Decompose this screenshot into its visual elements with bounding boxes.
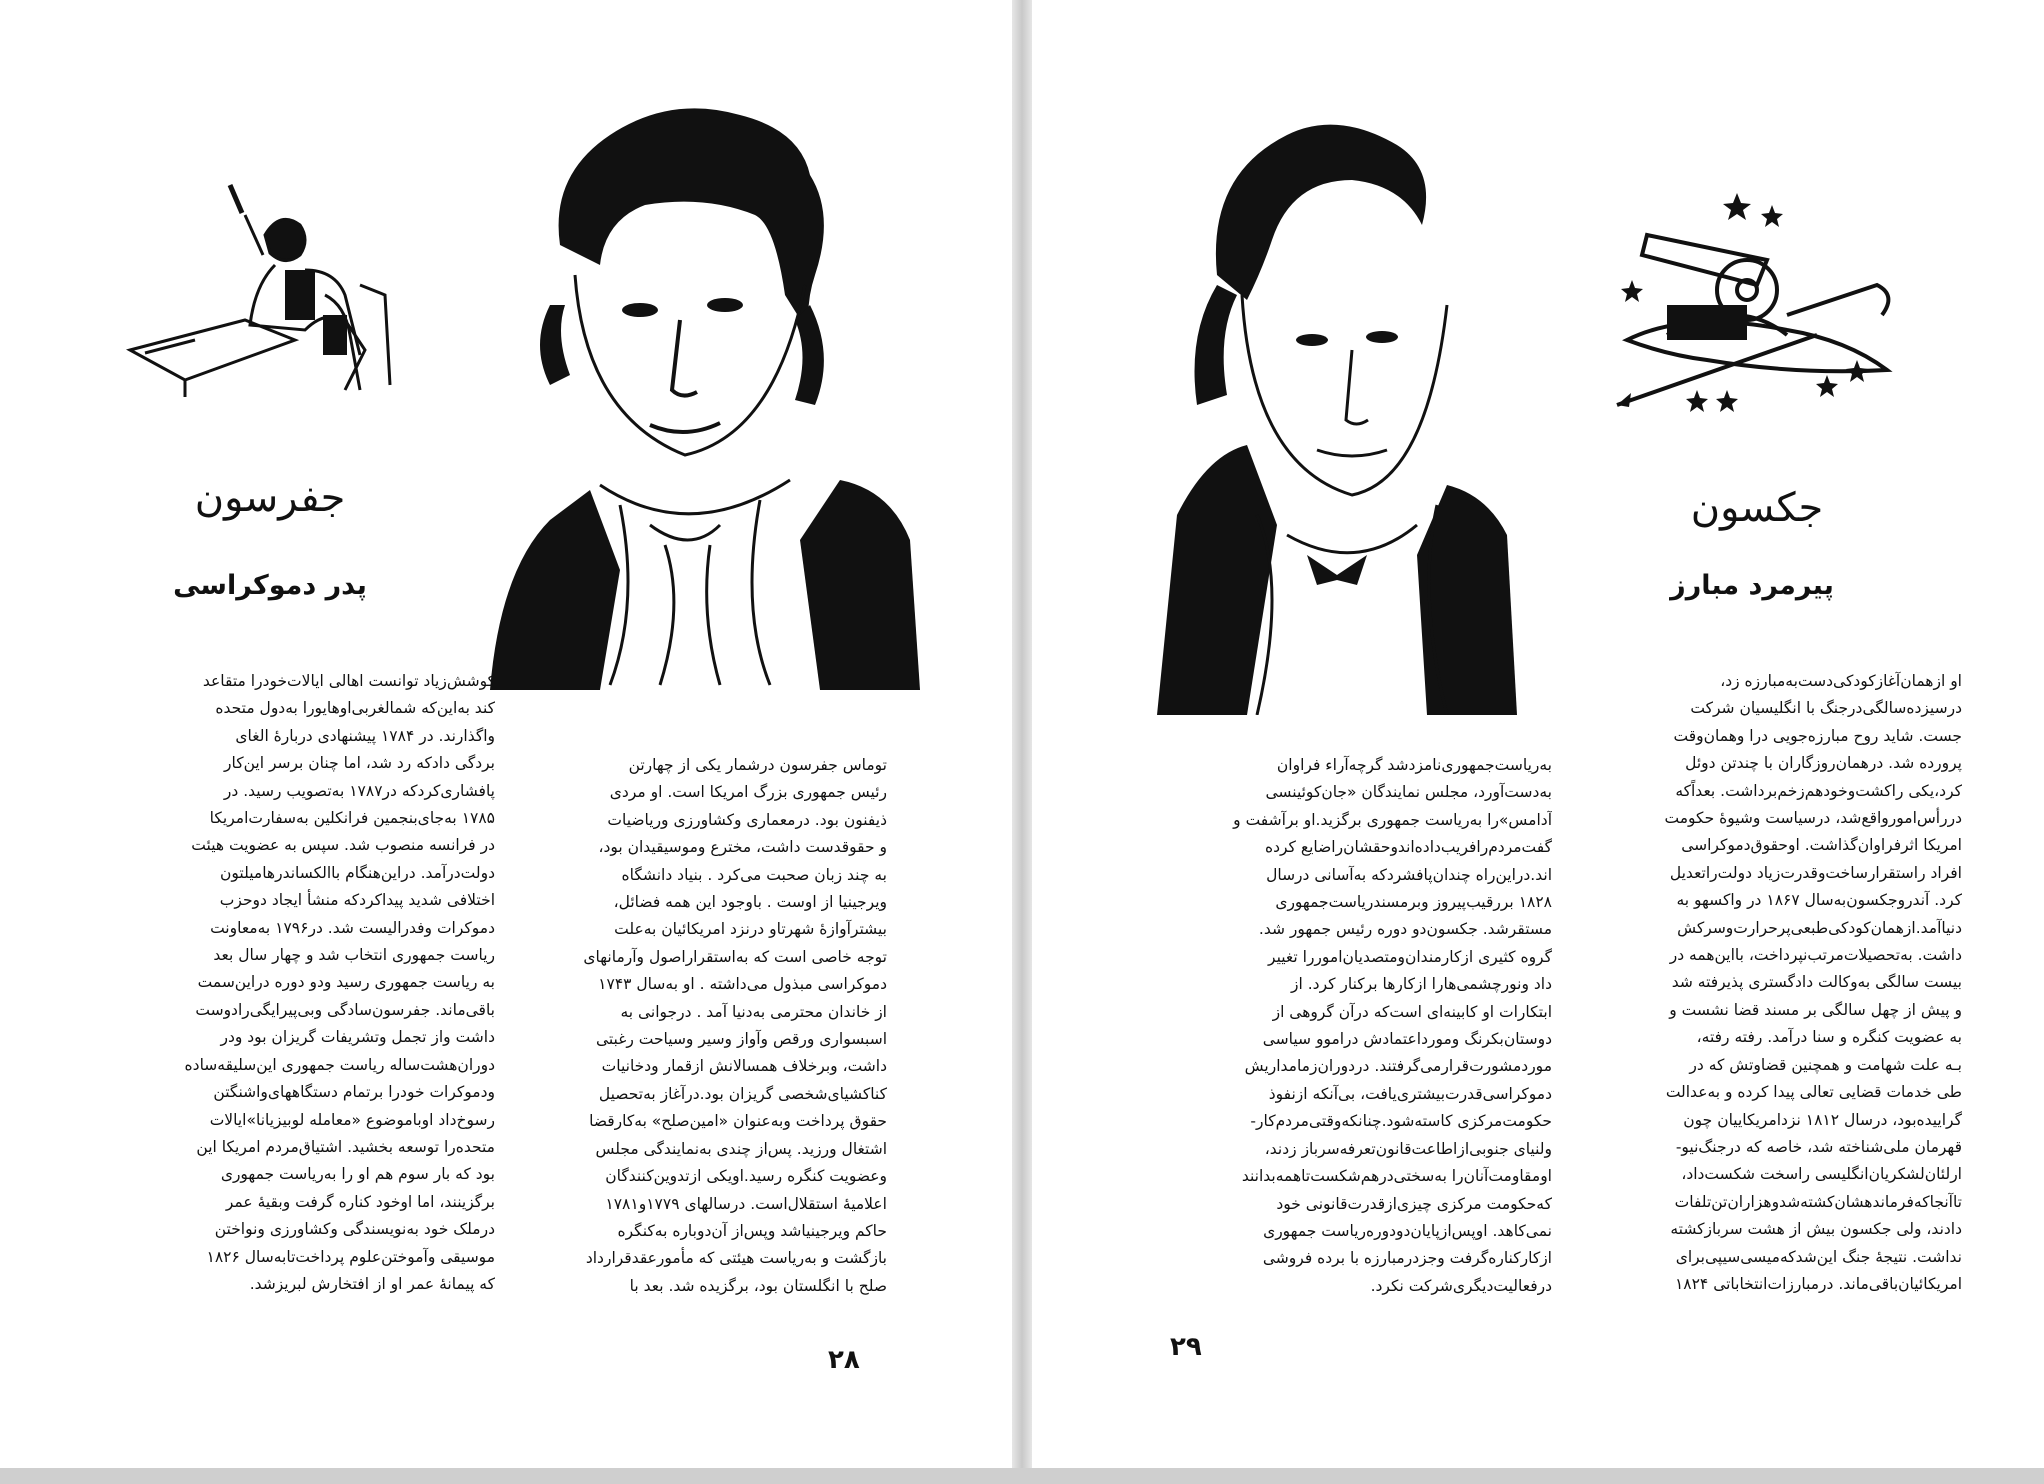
text-line: ریاست جمهوری انتخاب شد و چهار سال بعد <box>213 946 495 965</box>
text-line: دموکراسی‌قدرت‌بیشتری‌یافت، بی‌آنکه ازنفوذ <box>1268 1084 1552 1103</box>
text-line: درملک خود به‌نویسندگی وکشاورزی ونواختن <box>214 1220 495 1239</box>
text-line: به ریاست جمهوری رسید ودو دوره دراین‌سمت <box>197 973 495 992</box>
text-line: داشت. به‌تحصیلات‌مرتب‌نپرداخت، بااین‌همه در <box>1669 946 1962 965</box>
text-line: اختلافی شدید پیداکردکه منشأ ایجاد دوحزب <box>219 891 495 910</box>
text-line: واگذارند. در ۱۷۸۴ پیشنهادی دربارهٔ الغای <box>235 726 495 745</box>
text-line: بود که بار سوم هم او را به‌ریاست جمهوری <box>220 1165 495 1184</box>
text-line: به چند زبان صحبت می‌کرد . بنیاد دانشگاه <box>621 865 887 884</box>
page-number: ۲۹ <box>1170 1332 1202 1362</box>
text-line: مستقرشد. جکسون‌دو دوره رئیس جمهور شد. <box>1258 920 1552 939</box>
text-line: ازکارکناره‌گرفت وجزدرمبارزه با برده فروشی <box>1262 1249 1552 1268</box>
text-line: صلح با انگلستان بود، برگزیده شد. بعد با <box>629 1276 887 1295</box>
text-line: داشت، وبرخلاف همسالانش ازقمار ودخانیات <box>601 1057 887 1076</box>
text-line: موسیقی وآموختن‌علوم پرداخت‌تابه‌سال ۱۸۲۶ <box>206 1247 495 1266</box>
text-line: بیست سالگی به‌وکالت دادگستری پذیرفته شد <box>1671 973 1962 992</box>
text-line: پرورده شد. درهمان‌روزگاران با چندتن دوئل <box>1685 754 1962 773</box>
book-gutter <box>1012 0 1032 1484</box>
page-subtitle: پیرمرد مبارز <box>1670 570 1834 601</box>
text-line: اعلامیهٔ استقلال‌است. درسالهای ۱۷۷۹و۱۷۸۱ <box>605 1194 887 1213</box>
text-line: رسوخ‌داد اوباموضوع «معامله لوبیزیانا»ایالات <box>209 1110 495 1129</box>
text-line: توماس جفرسون درشمار یکی از چهارتن <box>628 756 887 774</box>
text-line: دوستان‌بکرنگ ومورداعتمادش دراموو سیاسی <box>1262 1030 1552 1049</box>
text-line: متحده‌را توسعه بخشید. اشتیاق‌مردم امریکا این <box>196 1137 495 1156</box>
text-line: افراد راستقرارساخت‌وقدرت‌زیاد دولت‌راتعدیل <box>1669 863 1962 882</box>
text-line: بازگشت و به‌ریاست هیئتی که مأمورعقدقرارداد <box>585 1249 887 1268</box>
text-line: ارلئان‌لشکریان‌انگلیسی راسخت شکست‌داد، <box>1681 1165 1962 1184</box>
writer-at-desk-vignette-icon <box>125 175 395 400</box>
text-line: به‌ریاست‌جمهوری‌نامزدشد گرچه‌آراء فراوان <box>1276 756 1552 774</box>
text-line: داد ونورچشمی‌هارا ازکارها برکنار کرد. از <box>1291 975 1552 994</box>
text-line: نداشت. نتیجهٔ جنگ این‌شدکه‌میسی‌سیپی‌برای <box>1675 1247 1962 1266</box>
cannon-hat-sword-stars-vignette-icon <box>1607 185 1907 425</box>
text-column-right <box>492 752 887 1300</box>
text-line: اومقاومت‌آنان‌را به‌سختی‌درهم‌شکست‌تاهمه‌بدانند <box>1241 1167 1552 1186</box>
page-title: جفرسون <box>194 475 346 521</box>
text-line: داشت واز تجمل وتشریفات گریزان بود ودر <box>220 1028 495 1047</box>
text-line: که‌حکومت مرکزی چیزی‌ازقدرت‌قانونی خود <box>1276 1194 1552 1213</box>
text-line: از خاندان محترمی به‌دنیا آمد . درجوانی به <box>620 1002 887 1021</box>
text-line: به عضویت کنگره و سنا درآمد. رفته رفته، <box>1696 1028 1962 1047</box>
text-line: دموکرات وفدرالیست شد. در۱۷۹۶ به‌معاونت <box>210 918 495 937</box>
text-line: امریکائیان‌باقی‌ماند. درمبارزات‌انتخاباتی ۱۸۲۴ <box>1674 1274 1962 1293</box>
text-line: ابتکارات او کابینه‌ای است‌که درآن گروهی از <box>1272 1002 1552 1021</box>
text-line: دوران‌هشت‌ساله ریاست جمهوری این‌سلیقه‌ساده <box>184 1055 495 1074</box>
text-line: اشتغال ورزید. پس‌از چندی به‌نمایندگی مجلس <box>595 1139 887 1158</box>
text-line: ودموکرات خودرا بر‌تمام دستگاههای‌واشنگتن <box>213 1083 495 1102</box>
text-line: نمی‌کاهد. اوپس‌ازپایان‌دو‌دوره‌ریاست جمهوری <box>1263 1221 1552 1240</box>
text-line: دادند، ولی جکسون بیش از هشت سربازکشته <box>1670 1220 1962 1239</box>
text-line: جست. شاید روح مبارزه‌جویی درا وهمان‌وقت <box>1673 726 1962 745</box>
jackson-portrait-icon <box>1157 115 1517 715</box>
text-line: برگزینند، اما اوخود کناره گرفت وبقیهٔ عمر <box>225 1192 495 1211</box>
text-line: کرد. آندروجکسون‌به‌سال ۱۸۶۷ در واکسهو به <box>1676 891 1962 910</box>
text-line: قهرمان ملی‌شناخته شد، خاصه که درجنگ‌نیو- <box>1675 1137 1962 1156</box>
text-column-right <box>1562 668 1962 1298</box>
text-line: دموکراسی مبذول می‌داشته . او به‌سال ۱۷۴۳ <box>598 975 887 994</box>
text-line: بـه علت شهامت و همچنین قضاوتش که در <box>1689 1055 1962 1074</box>
page-number: ۲۸ <box>828 1345 860 1375</box>
text-line: پافشاری‌کردکه در۱۷۸۷ به‌تصویب رسید. در <box>223 781 495 800</box>
text-line: که پیمانهٔ عمر او از افتخارش لبریزشد. <box>249 1274 495 1293</box>
text-line: ذیفنون بود. درمعماری وکشاورزی وریاضیات <box>607 810 887 829</box>
text-line: کناکشیای‌شخصی گریزان بود.درآغاز به‌تحصیل <box>598 1084 887 1103</box>
page-title: جکسون <box>1690 485 1824 531</box>
right-page <box>1032 0 2044 1468</box>
text-line: کرد،یکی راکشت‌وخودهم‌زخم‌برداشت. بعداًکه <box>1675 781 1962 800</box>
bottom-strip <box>0 1468 2044 1484</box>
text-line: و پیش از چهل سالگی بر مسند قضا نشست و <box>1669 1000 1962 1019</box>
text-column-left <box>1162 752 1552 1300</box>
text-line: وعضویت کنگره رسید.اویکی ازتدوین‌کنندگان <box>605 1167 887 1186</box>
text-line: موردمشورت‌قرارمی‌گرفتند. دردوران‌زمامداریش <box>1244 1057 1552 1076</box>
text-line: رئیس جمهوری بزرگ امریکا است. او مردی <box>609 783 887 802</box>
text-line: گراییده‌بود، درسال ۱۸۱۲ نزدامریکاییان چون <box>1683 1110 1962 1129</box>
text-line: کند به‌این‌که شمالغربی‌اوهایورا به‌دول متحده <box>215 699 495 718</box>
jefferson-portrait-icon <box>490 105 920 690</box>
text-line: حکومت‌مرکزی کاسته‌شود.چنانکه‌وقتی‌مردم‌کار- <box>1250 1112 1552 1131</box>
text-line: گفت‌مردم‌رافریب‌داده‌اندوحقشان‌راضایع کرده <box>1264 838 1552 857</box>
left-page <box>0 0 1012 1468</box>
text-line: توجه خاصی است که به‌استقراراصول وآرمانهای <box>583 947 887 966</box>
text-line: حقوق پرداخت وبه‌عنوان «امین‌صلح» به‌کارقضا <box>589 1112 887 1131</box>
text-line: گروه کثیری ازکارمندان‌ومتصدیان‌اموررا تغییر <box>1268 947 1552 966</box>
text-line: در فرانسه منصوب شد. سپس به عضویت هیئت <box>191 836 495 855</box>
text-line: امریکا اثرفراوان‌گذاشت. اوحقوق‌دموکراسی <box>1681 836 1962 855</box>
text-line: ولنیای جنوبی‌ازاطاعت‌قانون‌تعرفه‌سرباز زدند، <box>1264 1139 1552 1158</box>
text-line: اسبسواری ورقص وآواز وسیر وسیاحت رغبتی <box>595 1030 887 1049</box>
text-line: ۱۸۲۸ بررقیب‌پیروز وبرمسندریاست‌جمهوری <box>1275 893 1552 912</box>
text-line: حاکم ویرجینیاشد وپس‌از آن‌دوباره به‌کنگره <box>617 1221 887 1240</box>
text-line: اند.دراین‌راه چندان‌پافشردکه به‌آسانی درسال <box>1266 865 1552 884</box>
text-line: طی خدمات قضایی تعالی پیدا کرده و به‌عدالت <box>1665 1083 1962 1102</box>
text-line: او ازهمان‌آغازکودکی‌دست‌به‌مبارزه زد، <box>1720 672 1962 690</box>
text-line: آدامس»را به‌ریاست جمهوری برگزید.او برآشفت و <box>1233 810 1552 829</box>
text-line: دولت‌درآمد. دراین‌هنگام باالکساندرهامیلتون <box>220 863 495 882</box>
text-line: دنیاآمد.ازهمان‌کودکی‌طبعی‌پرحرارت‌وسرکش <box>1677 918 1962 937</box>
text-line: درفعالیت‌دیگری‌شرکت نکرد. <box>1370 1276 1552 1295</box>
text-line: ویرجینیا از اوست . باوجود این همه فضائل، <box>613 893 887 912</box>
text-line: بیشترآوازهٔ شهرتاو درنزد امریکائیان به‌علت <box>614 920 887 939</box>
text-line: و حقوقدست داشت، مخترع وموسیقیدان بود، <box>598 838 887 857</box>
text-line: کوشش‌زیاد توانست اهالی ایالات‌خودرا متقاعد <box>202 672 495 690</box>
text-line: به‌دست‌آورد، مجلس نمایندگان «جان‌کوئینسی <box>1265 783 1552 802</box>
text-line: باقی‌ماند. جفرسون‌سادگی وبی‌پیرایگی‌رادوست <box>195 1000 495 1019</box>
page-subtitle: پدر دموکراسی <box>173 570 367 601</box>
text-line: ۱۷۸۵ به‌جای‌بنجمین فرانکلین به‌سفارت‌امریکا <box>209 809 495 828</box>
text-line: بردگی دادکه رد شد، اما چنان برسر این‌کار <box>224 754 495 773</box>
text-line: درسیزده‌سالگی‌درجنگ با انگلیسیان شرکت <box>1690 699 1962 718</box>
text-line: تاآنجاکه‌فرماندهشان‌کشته‌شدوهزاران‌تن‌تلفات <box>1674 1192 1962 1211</box>
text-line: دررأس‌اموروا‌قع‌شد، درسیاست وشیوهٔ حکومت <box>1664 809 1962 828</box>
text-column-left <box>155 668 495 1298</box>
